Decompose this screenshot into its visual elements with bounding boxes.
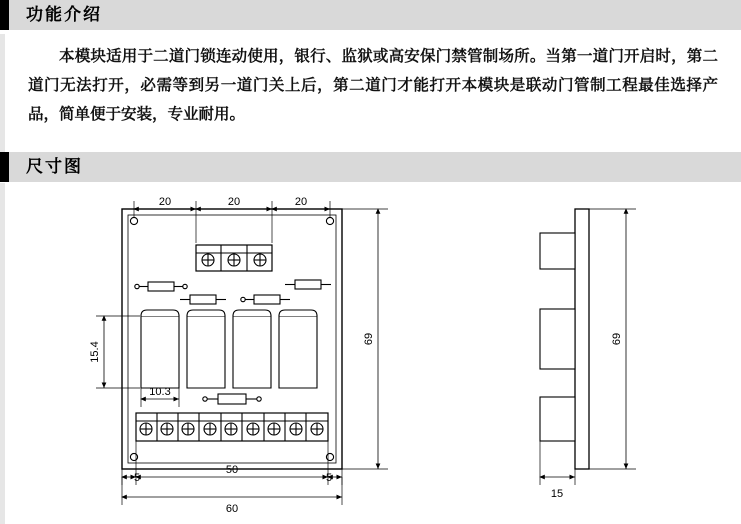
terminal-screw [202,254,214,266]
dim-side-height: 69 [611,332,623,346]
side-view-board [575,209,589,469]
dimension-drawing [0,185,741,524]
dim-front-height: 69 [363,332,375,346]
dim-10-3: 10.3 [149,386,171,398]
terminal-screw [204,423,216,435]
section-accent-bar-2 [0,152,9,182]
relay-block [187,310,225,388]
dim-bottom-left: 5 [133,472,141,484]
side-view-block [540,397,575,441]
scan-edge-artifact [0,183,5,524]
section-title-dimensions: 尺寸图 [26,157,83,176]
dim-bottom-right: 5 [325,472,333,484]
terminal-screw [228,254,240,266]
section-title-features: 功能介绍 [26,5,102,24]
dim-top-1: 20 [158,196,172,208]
relay-block [141,310,179,388]
dim-side-depth: 15 [550,488,564,500]
terminal-screw [225,423,237,435]
scan-edge-artifact [0,34,5,152]
dim-bottom-mid: 50 [225,464,239,476]
terminal-screw [254,254,266,266]
mounting-hole [326,453,333,460]
dim-top-2: 20 [227,196,241,208]
terminal-screw [161,423,173,435]
terminal-screw [182,423,194,435]
terminal-screw [247,423,259,435]
dim-15-4: 15.4 [89,341,101,363]
terminal-screw [311,423,323,435]
relay-block [233,310,271,388]
section-accent-bar [0,0,9,30]
dim-top-3: 20 [294,196,308,208]
mounting-hole [130,453,137,460]
terminal-screw [140,423,152,435]
section-header-features [0,0,741,30]
mounting-hole [130,217,137,224]
side-view-block [540,233,575,269]
side-view-block [540,309,575,369]
relay-block [279,310,317,388]
drawing-svg [0,185,741,524]
terminal-screw [268,423,280,435]
section-header-dimensions [0,152,741,182]
terminal-screw [290,423,302,435]
dim-overall-width: 60 [225,503,239,515]
mounting-hole [326,217,333,224]
features-paragraph: 本模块适用于二道门锁连动使用，银行、监狱或高安保门禁管制场所。当第一道门开启时，第二道门无法打开，必需等到另一道门关上后，第二道门才能打开本模块是联动门管制工程最佳选择产品，简单便于安装，专业耐用。 [28,47,718,123]
